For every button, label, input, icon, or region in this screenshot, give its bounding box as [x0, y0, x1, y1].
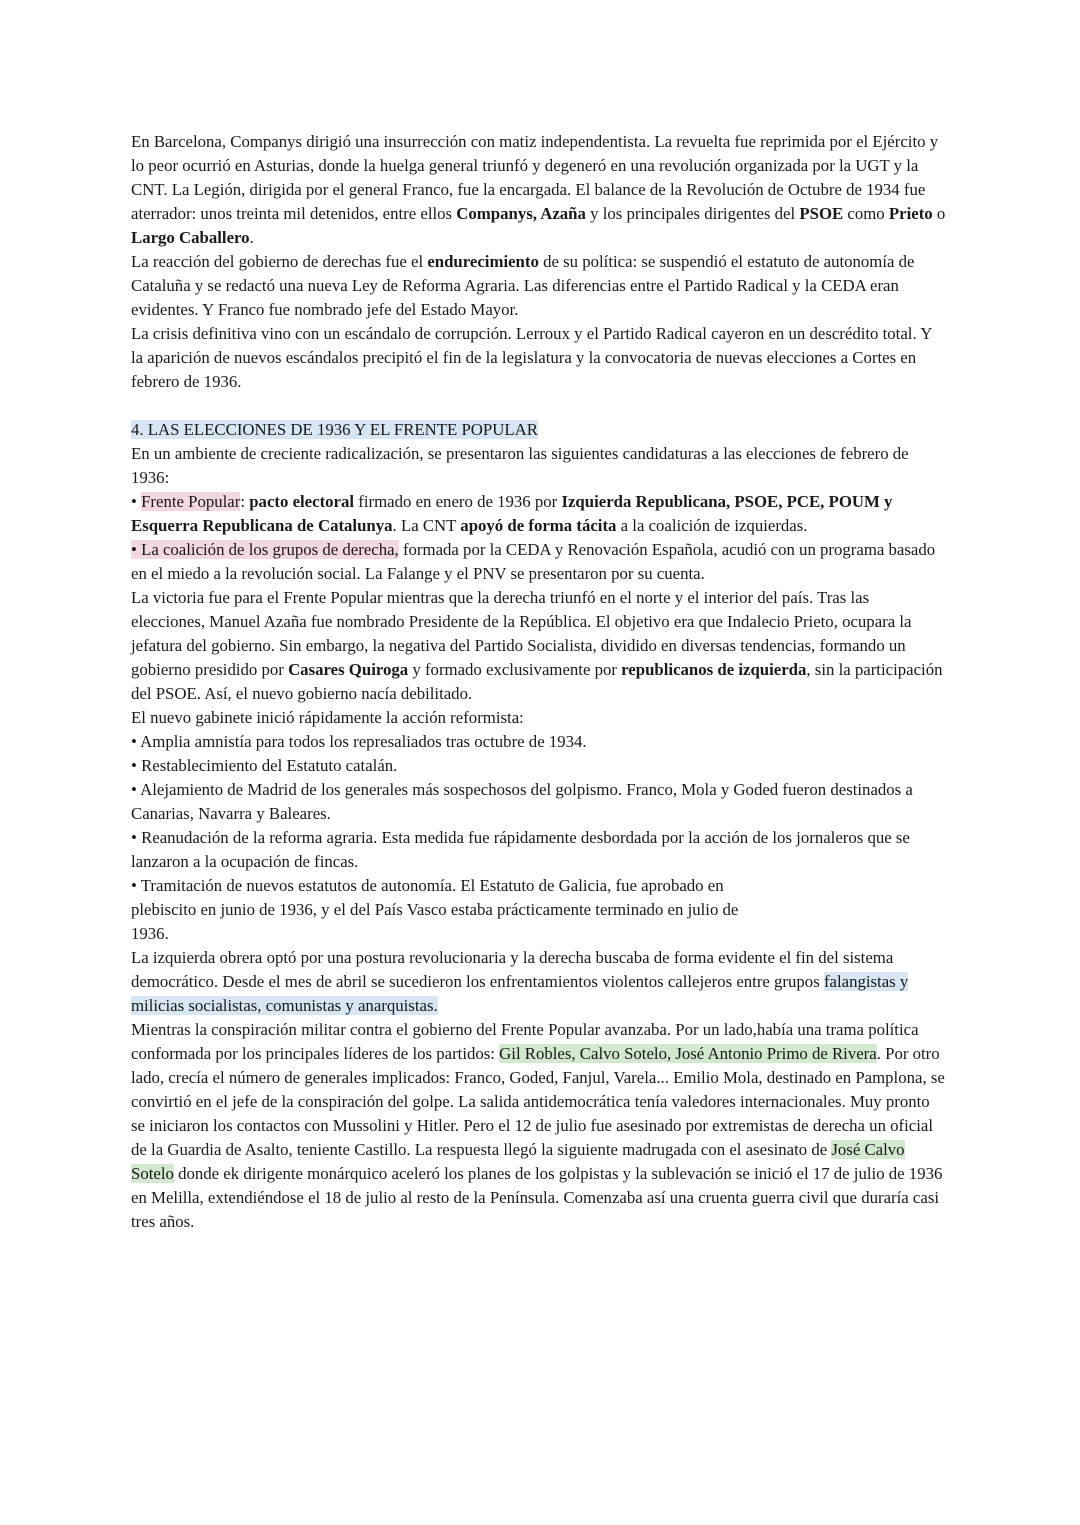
bullet-frente-popular: • Frente Popular: pacto electoral firmado en enero de 1936 por Izquierda Republicana, PSOE, PCE, POUM y Esquerra Republicana de Catalunya. La CNT apoyó de forma tácita a la coalición de izquierdas.: [131, 492, 893, 535]
bold-companys-azana: Companys, Azaña: [456, 204, 586, 223]
bold-endurecimiento: endurecimiento: [427, 252, 539, 271]
paragraph-conspiracion: Mientras la conspiración militar contra el gobierno del Frente Popular avanzaba. Por un lado,había una trama política conformada por los principales líderes de los partidos: Gil Robles, Calvo Sotelo, José Antonio Primo de Rivera. Por otro lado, crecía el número de generales implicados: Franco, Goded, Fanjul, Varela... Emilio Mola, destinado en Pamplona, se convirtió en el jefe de la conspiración del golpe. La salida antidemocrática tenía valedores internacionales. Muy pronto se iniciaron los contactos con Mussolini y Hitler. Pero el 12 de julio fue asesinado por extremistas de derecha un oficial de la Guardia de Asalto, teniente Castillo. La respuesta llegó la siguiente madrugada con el asesinato de José Calvo Sotelo donde ek dirigente monárquico aceleró los planes de los golpistas y la sublevación se inició el 17 de julio de 1936 en Melilla, extendiéndose el 18 de julio al resto de la Península. Comenzaba así una cruenta guerra civil que duraría casi tres años.: [131, 1020, 945, 1231]
bullet-alejamiento-generales: • Alejamiento de Madrid de los generales más sospechosos del golpismo. Franco, Mola y Goded fueron destinados a Canarias, Navarra y Baleares.: [131, 780, 913, 823]
paragraph-gabinete: El nuevo gabinete inició rápidamente la acción reformista:: [131, 708, 524, 727]
document-page: [131, 130, 946, 1234]
heading-highlight: 4. LAS ELECCIONES DE 1936 Y EL FRENTE POPULAR: [131, 420, 538, 439]
bullet-amnistia: • Amplia amnistía para todos los represaliados tras octubre de 1934.: [131, 732, 587, 751]
highlight-grupos-enfrentados: falangistas y milicias socialistas, comunistas y anarquistas.: [131, 972, 909, 1015]
paragraph-intro-candidaturas: En un ambiente de creciente radicalización, se presentaron las siguientes candidaturas a las elecciones de febrero de 1936:: [131, 444, 909, 487]
paragraph-reaccion-gobierno: La reacción del gobierno de derechas fue el endurecimiento de su política: se suspendió el estatuto de autonomía de Cataluña y se redactó una nueva Ley de Reforma Agraria. Las diferencias entre el Partido Radical y la CEDA eran evidentes. Y Franco fue nombrado jefe del Estado Mayor.: [131, 252, 915, 319]
bold-largo-caballero: Largo Caballero: [131, 228, 250, 247]
bullet-coalicion-derecha: • La coalición de los grupos de derecha, formada por la CEDA y Renovación Española, acudió con un programa basado en el miedo a la revolución social. La Falange y el PNV se presentaron por su cuenta.: [131, 540, 936, 583]
bullet-estatuto-catalan: • Restablecimiento del Estatuto catalán.: [131, 756, 398, 775]
paragraph-revolucion-octubre: En Barcelona, Companys dirigió una insurrección con matiz independentista. La revuelta fue reprimida por el Ejército y lo peor ocurrió en Asturias, donde la huelga general triunfó y degeneró en una revolución organizada por la UGT y la CNT. La Legión, dirigida por el general Franco, fue la encargada. El balance de la Revolución de Octubre de 1934 fue aterrador: unos treinta mil detenidos, entre ellos Companys, Azaña y los principales dirigentes del PSOE como Prieto o Largo Caballero.: [131, 132, 946, 247]
paragraph-gap: [131, 394, 946, 418]
highlight-coalicion-derecha: • La coalición de los grupos de derecha,: [131, 540, 399, 559]
bold-prieto: Prieto: [888, 204, 933, 223]
paragraph-crisis-definitiva: La crisis definitiva vino con un escándalo de corrupción. Lerroux y el Partido Radical cayeron en un descrédito total. Y la aparición de nuevos escándalos precipitó el fin de la legislatura y la convocatoria de nuevas elecciones a Cortes en febrero de 1936.: [131, 324, 932, 391]
paragraph-izquierda-obrera: La izquierda obrera optó por una postura revolucionaria y la derecha buscaba de forma evidente el fin del sistema democrático. Desde el mes de abril se sucedieron los enfrentamientos violentos callejeros entre grupos falangistas y milicias socialistas, comunistas y anarquistas.: [131, 948, 909, 1015]
highlight-lideres-partidos: Gil Robles, Calvo Sotelo, José Antonio Primo de Rivera: [499, 1044, 877, 1063]
bullet-reforma-agraria: • Reanudación de la reforma agraria. Esta medida fue rápidamente desbordada por la acción de los jornaleros que se lanzaron a la ocupación de fincas.: [131, 828, 910, 871]
bold-psoe: PSOE: [799, 204, 844, 223]
paragraph-victoria: La victoria fue para el Frente Popular mientras que la derecha triunfó en el norte y el interior del país. Tras las elecciones, Manuel Azaña fue nombrado Presidente de la República. El objetivo era que Indalecio Prieto, ocupara la jefatura del gobierno. Sin embargo, la negativa del Partido Socialista, dividido en diversas tendencias, formando un gobierno presidido por Casares Quiroga y formado exclusivamente por republicanos de izquierda, sin la participación del PSOE. Así, el nuevo gobierno nacía debilitado.: [131, 588, 943, 703]
highlight-frente-popular: Frente Popular: [141, 492, 241, 511]
highlight-calvo-sotelo: José Calvo Sotelo: [131, 1140, 905, 1183]
bullet-estatutos-autonomia: • Tramitación de nuevos estatutos de autonomía. El Estatuto de Galicia, fue aprobado en plebiscito en junio de 1936, y el del País Vasco estaba prácticamente terminado en julio de 1936.: [131, 876, 739, 943]
section-heading: [131, 418, 946, 442]
